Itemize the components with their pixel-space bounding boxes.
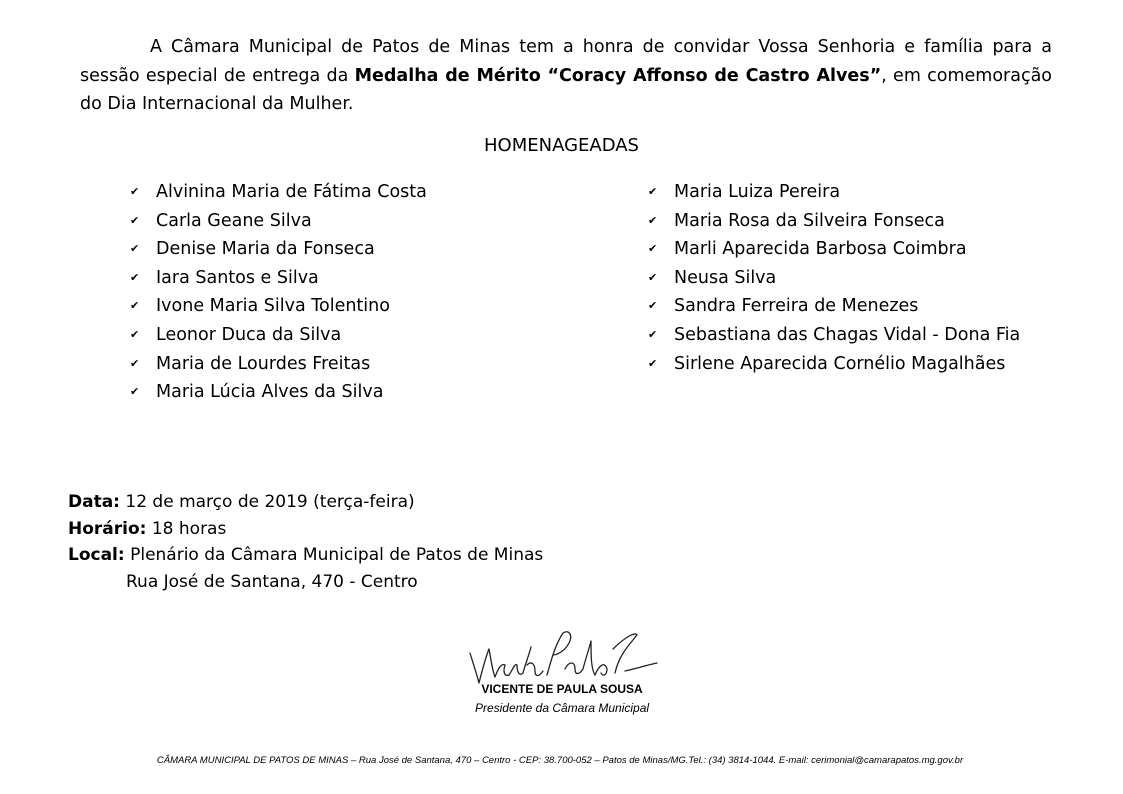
- check-icon: ✔: [130, 299, 140, 313]
- time-label: Horário:: [68, 518, 147, 539]
- honoree-name: Neusa Silva: [674, 267, 777, 288]
- date-label: Data:: [68, 492, 120, 512]
- honorees-heading: HOMENAGEADAS: [484, 135, 639, 156]
- honoree-name: Sirlene Aparecida Cornélio Magalhães: [674, 353, 1006, 374]
- honoree-name: Marli Aparecida Barbosa Coimbra: [674, 239, 967, 260]
- check-icon: ✔: [648, 213, 658, 227]
- check-icon: ✔: [648, 327, 658, 341]
- invitation-text: [80, 33, 1052, 119]
- honoree-item: [130, 207, 427, 236]
- place-value: Plenário da Câmara Municipal de Patos de Minas: [124, 545, 544, 566]
- honorees-right-list: [648, 178, 1020, 378]
- check-icon: ✔: [130, 213, 140, 227]
- honoree-name: Iara Santos e Silva: [156, 267, 319, 288]
- event-details: [68, 489, 543, 596]
- honoree-item: [648, 207, 1020, 236]
- honoree-item: [648, 292, 1020, 321]
- honoree-item: [648, 264, 1020, 293]
- honoree-item: [130, 235, 427, 264]
- honoree-name: Maria Lúcia Alves da Silva: [156, 382, 384, 403]
- honoree-item: [648, 235, 1020, 264]
- honoree-item: [130, 350, 427, 379]
- honoree-name: Sebastiana das Chagas Vidal - Dona Fia: [674, 324, 1021, 345]
- date-row: [68, 489, 543, 516]
- honoree-item: [130, 321, 427, 350]
- honoree-item: [648, 178, 1020, 207]
- check-icon: ✔: [130, 385, 140, 399]
- honoree-item: [648, 321, 1020, 350]
- check-icon: ✔: [130, 356, 140, 370]
- honoree-item: [648, 350, 1020, 379]
- place-row: [68, 542, 543, 569]
- signer-name: VICENTE DE PAULA SOUSA: [481, 682, 643, 696]
- medal-name: Medalha de Mérito “Coracy Affonso de Castro Alves”: [354, 65, 882, 86]
- honoree-name: Maria Luiza Pereira: [674, 182, 841, 202]
- check-icon: ✔: [648, 270, 658, 284]
- honoree-name: Alvinina Maria de Fátima Costa: [156, 182, 427, 202]
- handwritten-signature: [465, 625, 665, 687]
- honoree-item: [130, 264, 427, 293]
- date-value: 12 de março de 2019 (terça-feira): [119, 492, 415, 512]
- invitation-part2: , em comemoração do Dia Internacional da Mulher.: [80, 65, 1053, 114]
- check-icon: ✔: [648, 299, 658, 313]
- signature-block: [0, 625, 1123, 725]
- signer-role: Presidente da Câmara Municipal: [474, 701, 650, 715]
- honoree-name: Leonor Duca da Silva: [156, 324, 342, 345]
- invitation-part1: A Câmara Municipal de Patos de Minas tem a honra de convidar Vossa Senhoria e família para a sessão especial de entrega da: [80, 37, 1052, 86]
- time-row: [68, 516, 543, 543]
- footer-contact: CÂMARA MUNICIPAL DE PATOS DE MINAS – Rua José de Santana, 470 – Centro - CEP: 38.700-052 – Patos de Minas/MG.Tel.: (34) 3814-1044. E-mail: cerimonial@camarapatos.mg.gov.br: [156, 755, 964, 766]
- check-icon: ✔: [130, 242, 140, 256]
- time-value: 18 horas: [146, 518, 227, 539]
- honoree-item: [130, 178, 427, 207]
- honorees-left-list: [130, 178, 427, 407]
- honoree-name: Ivone Maria Silva Tolentino: [156, 296, 390, 317]
- place-address: Rua José de Santana, 470 - Centro: [126, 572, 418, 593]
- check-icon: ✔: [648, 356, 658, 370]
- check-icon: ✔: [130, 327, 140, 341]
- check-icon: ✔: [130, 270, 140, 284]
- check-icon: ✔: [648, 185, 658, 198]
- honoree-name: Maria de Lourdes Freitas: [156, 353, 371, 374]
- honoree-name: Carla Geane Silva: [156, 210, 312, 231]
- check-icon: ✔: [130, 185, 140, 198]
- honoree-name: Denise Maria da Fonseca: [156, 239, 375, 260]
- honoree-name: Sandra Ferreira de Menezes: [674, 296, 919, 317]
- honoree-item: [130, 378, 427, 407]
- place-label: Local:: [68, 545, 125, 566]
- honoree-item: [130, 292, 427, 321]
- check-icon: ✔: [648, 242, 658, 256]
- honoree-name: Maria Rosa da Silveira Fonseca: [674, 210, 945, 231]
